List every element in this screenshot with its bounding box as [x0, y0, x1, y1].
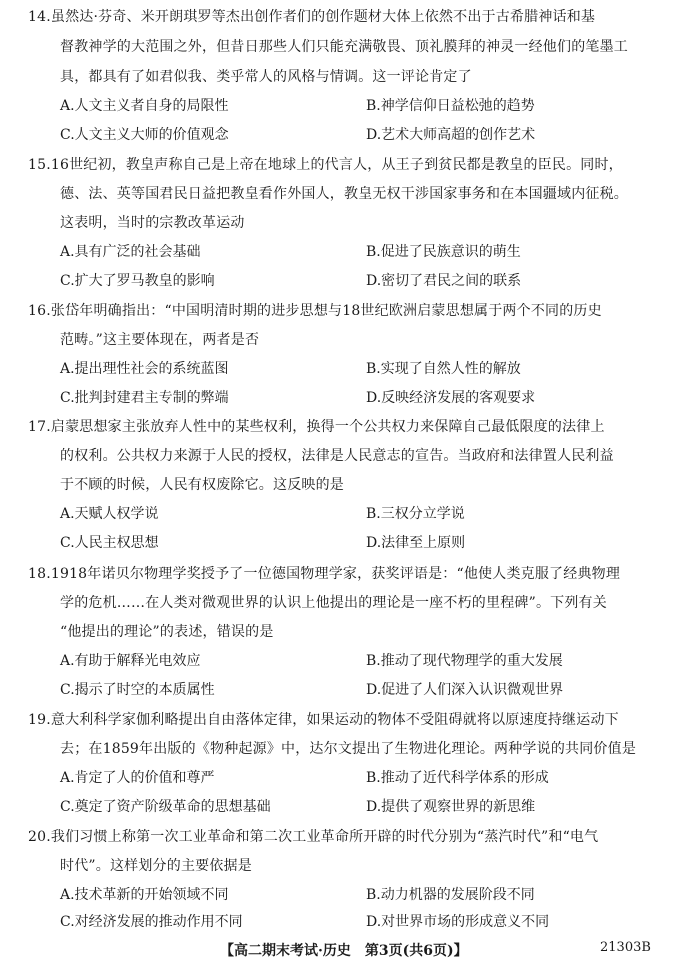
- question-stem-line: 督教神学的大范围之外，但昔日那些人们只能充满敬畏、顶礼膜拜的神灵一经他们的笔墨工: [60, 39, 628, 55]
- question-stem-line: 去；在1859年出版的《物种起源》中，达尔文提出了生物进化理论。两种学说的共同价值是: [60, 741, 637, 757]
- option-b: B.三权分立学说: [366, 506, 465, 522]
- question-stem-line: 这表明，当时的宗教改革运动: [60, 215, 245, 231]
- question-stem-line: 18.1918年诺贝尔物理学奖授予了一位德国物理学家，获奖评语是：“他使人类克服了经典物理: [28, 566, 621, 582]
- option-c: C.批判封建君主专制的弊端: [60, 390, 229, 406]
- question-stem-line: 20.我们习惯上称第一次工业革命和第二次工业革命所开辟的时代分别为“蒸汽时代”和“电气: [28, 829, 599, 845]
- option-c: C.扩大了罗马教皇的影响: [60, 273, 215, 289]
- question-stem-line: 15.16世纪初，教皇声称自己是上帝在地球上的代言人，从王子到贫民都是教皇的臣民。同时，: [28, 157, 623, 173]
- option-b: B.推动了现代物理学的重大发展: [366, 653, 563, 669]
- option-c: C.人文主义大师的价值观念: [60, 127, 229, 143]
- option-a: A.天赋人权学说: [60, 506, 159, 522]
- footer-code: 21303B: [600, 940, 651, 955]
- question-stem-line: “他提出的理论”的表述，错误的是: [60, 624, 274, 640]
- question-stem-line: 时代”。这样划分的主要依据是: [60, 858, 252, 874]
- option-d: D.密切了君民之间的联系: [366, 273, 522, 289]
- option-a: A.有助于解释光电效应: [60, 653, 201, 669]
- option-d: D.反映经济发展的客观要求: [366, 390, 536, 406]
- question-stem-line: 的权利。公共权力来源于人民的授权，法律是人民意志的宣告。当政府和法律置人民利益: [60, 448, 614, 464]
- question-stem-line: 19.意大利科学家伽利略提出自由落体定律，如果运动的物体不受阻碍就将以原速度持继运动下: [28, 712, 619, 728]
- question-stem-line: 16.张岱年明确指出：“中国明清时期的进步思想与18世纪欧洲启蒙思想属于两个不同的历史: [28, 303, 602, 319]
- option-b: B.神学信仰日益松弛的趋势: [366, 98, 535, 114]
- footer-exam-info: 【高二期末考试·历史 第3页(共6页)】: [220, 943, 468, 959]
- option-c: C.人民主权思想: [60, 535, 159, 551]
- question-stem-line: 14.虽然达·芬奇、米开朗琪罗等杰出创作者们的创作题材大体上依然不出于古希腊神话和基: [28, 9, 596, 25]
- option-c: C.对经济发展的推动作用不同: [60, 914, 243, 930]
- option-d: D.促进了人们深入认识微观世界: [366, 682, 564, 698]
- question-stem-line: 范畴。”这主要体现在，两者是否: [60, 332, 260, 348]
- question-stem-line: 学的危机……在人类对微观世界的认识上他提出的理论是一座不朽的里程碑”。下列有关: [60, 595, 607, 611]
- option-b: B.实现了自然人性的解放: [366, 361, 521, 377]
- question-stem-line: 17.启蒙思想家主张放弃人性中的某些权利，换得一个公共权力来保障自己最低限度的法律上: [28, 419, 605, 435]
- option-b: B.促进了民族意识的萌生: [366, 244, 521, 260]
- option-d: D.提供了观察世界的新思维: [366, 799, 536, 815]
- question-stem-line: 具，都具有了如君似我、类乎常人的风格与情调。这一评论肯定了: [60, 69, 472, 85]
- option-a: A.人文主义者自身的局限性: [60, 98, 229, 114]
- option-c: C.奠定了资产阶级革命的思想基础: [60, 799, 271, 815]
- option-c: C.揭示了时空的本质属性: [60, 682, 215, 698]
- option-a: A.技术革新的开始领域不同: [60, 887, 229, 903]
- option-a: A.肯定了人的价值和尊严: [60, 770, 215, 786]
- question-stem-line: 于不顾的时候，人民有权废除它。这反映的是: [60, 477, 344, 493]
- option-d: D.艺术大师高超的创作艺术: [366, 127, 536, 143]
- option-b: B.动力机器的发展阶段不同: [366, 887, 535, 903]
- question-stem-line: 德、法、英等国君民日益把教皇看作外国人，教皇无权干涉国家事务和在本国疆域内征税。: [60, 186, 628, 202]
- option-a: A.提出理性社会的系统蓝图: [60, 361, 229, 377]
- option-d: D.对世界市场的形成意义不同: [366, 914, 550, 930]
- option-a: A.具有广泛的社会基础: [60, 244, 201, 260]
- page-footer: [0, 940, 677, 960]
- option-d: D.法律至上原则: [366, 535, 466, 551]
- option-b: B.推动了近代科学体系的形成: [366, 770, 549, 786]
